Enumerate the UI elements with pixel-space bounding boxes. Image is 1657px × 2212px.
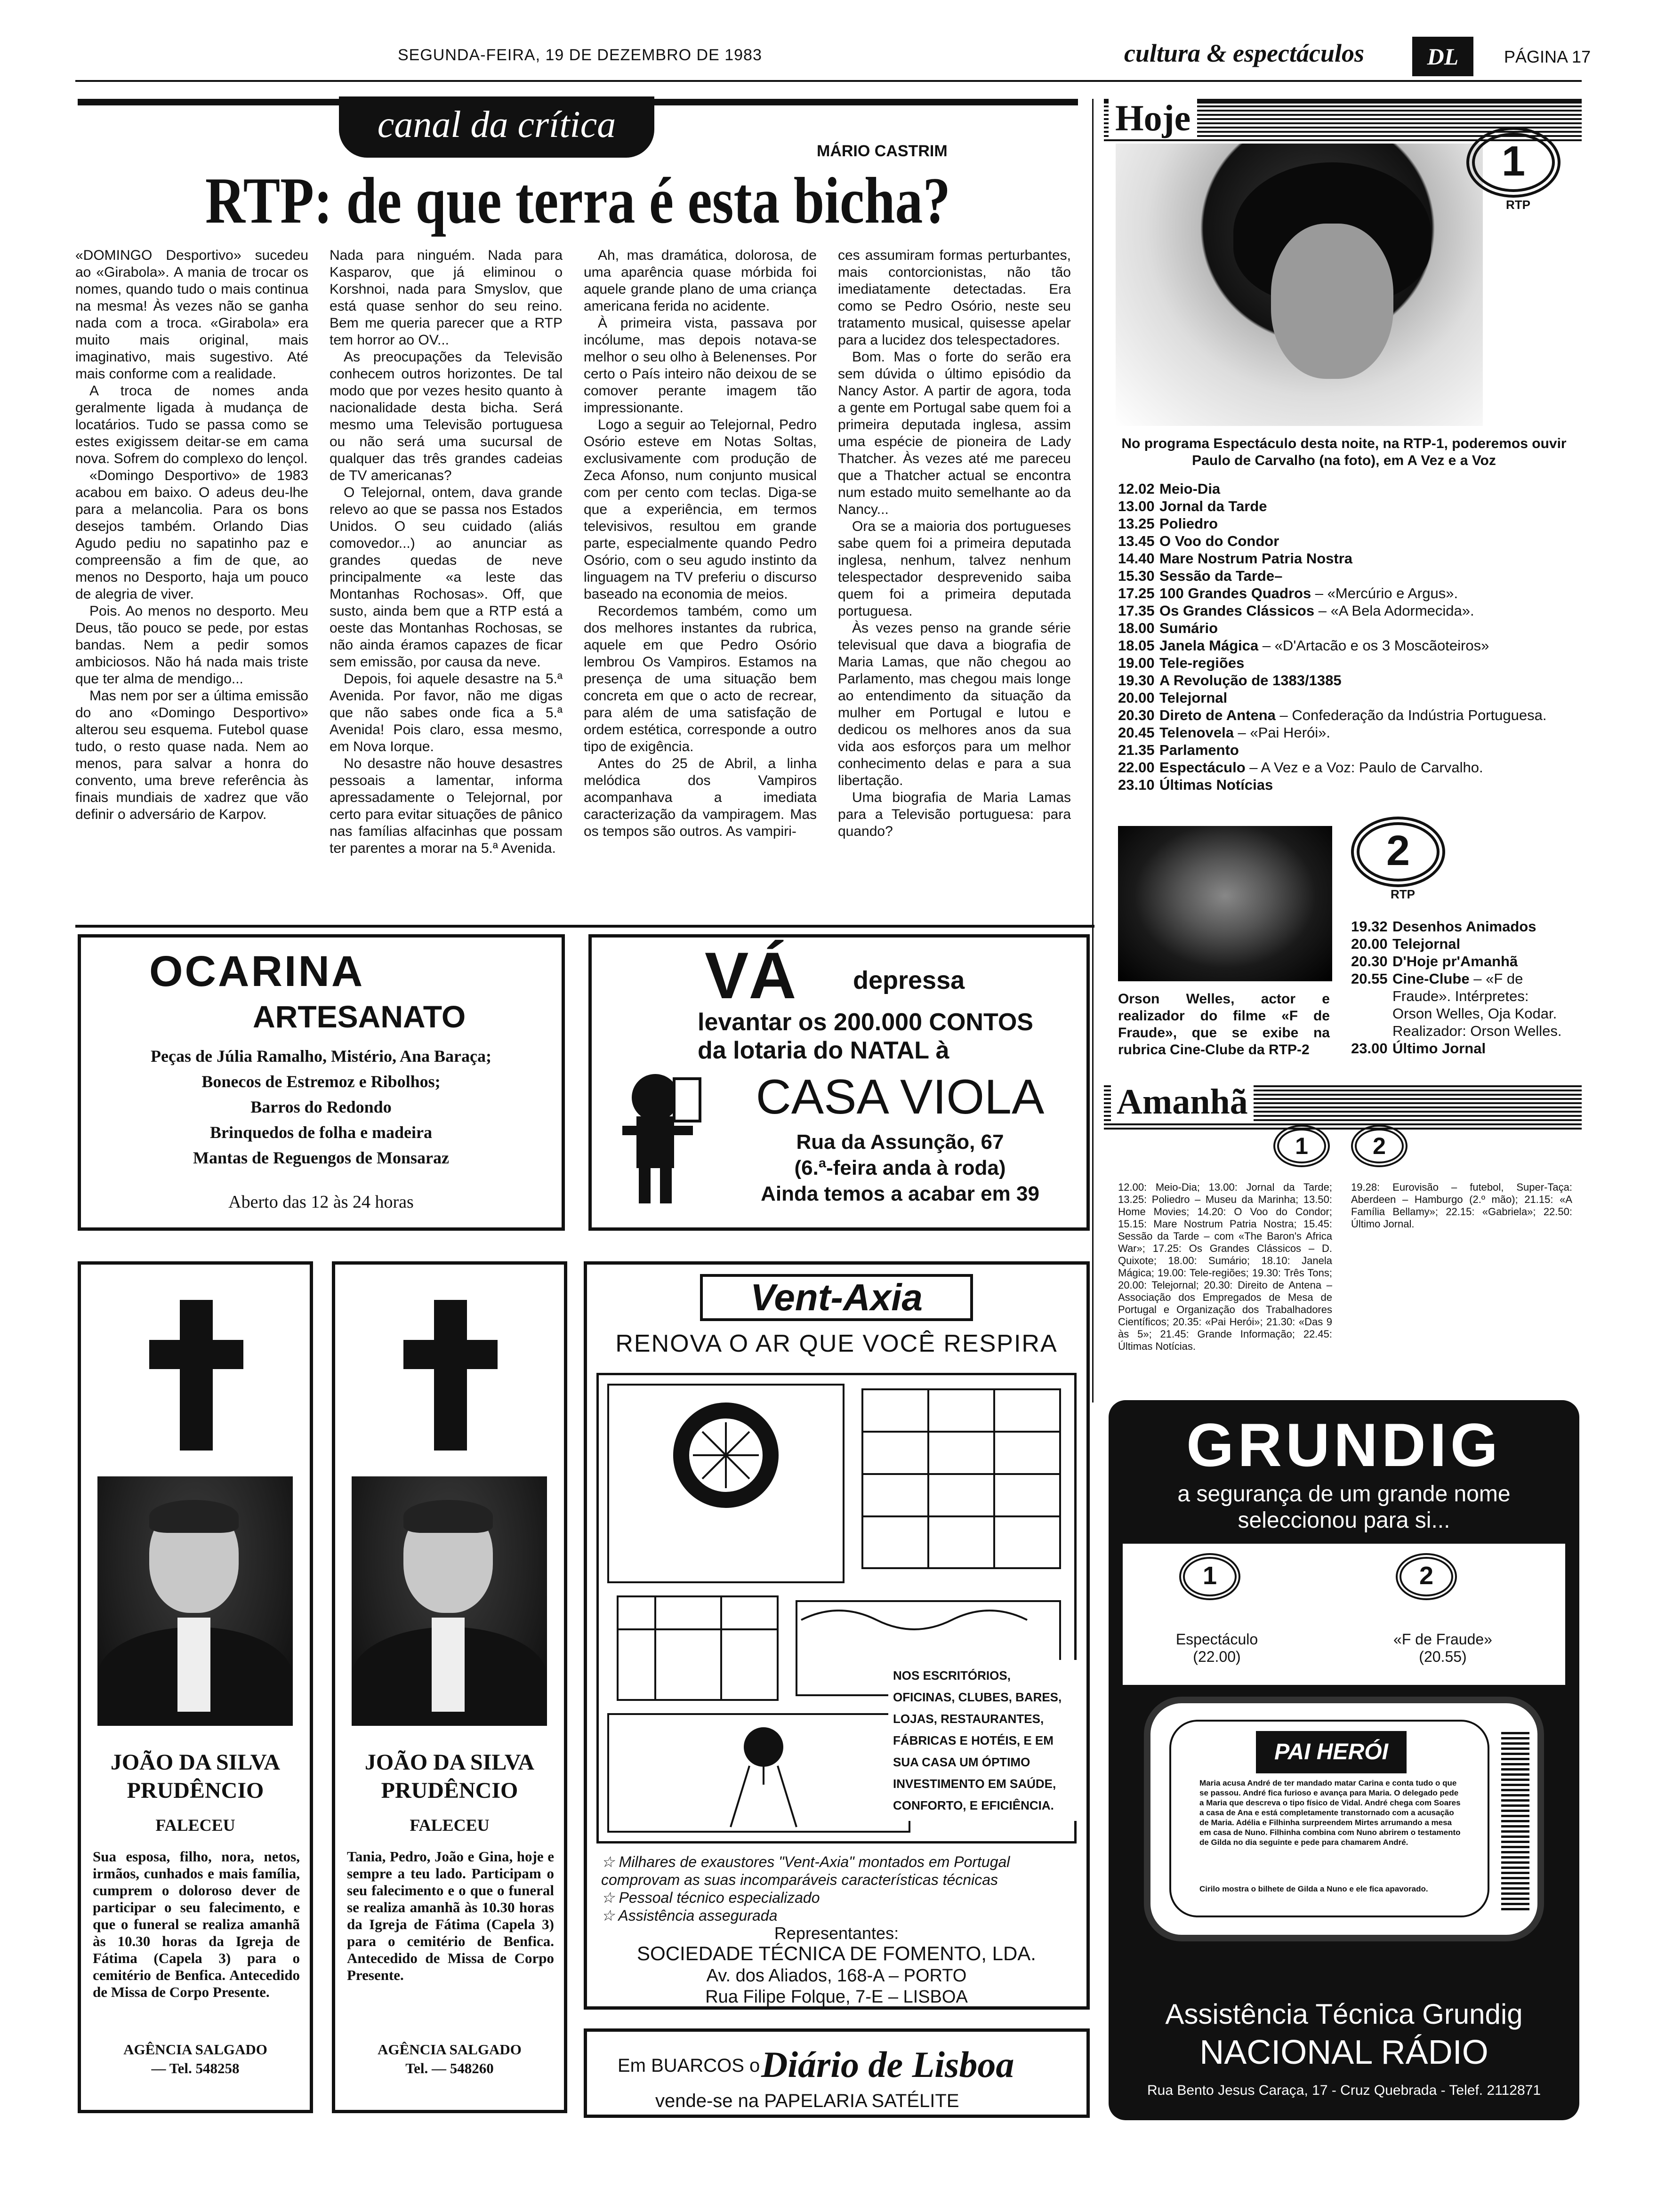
tv-synopsis: Maria acusa André de ter mandado matar Carina e conta tudo o que se passou. André fica furioso e avança para Maria. O delegado pede a Maria que descreva o tipo físico de Vidal. André chega com Soares a casa de Ana e está completamente transtornado com a acusação de Maria. Adélia e Filhinha surpreendem Mirtes arrumando a mesa em casa de Nuno. Filhinha combina com Nuno abrirem o testamento de Gilda no dia seguinte e pede para chamarem André.: [1199, 1779, 1461, 1847]
schedule-row: 20.30 Direto de Antena – Confederação da Indústria Portuguesa.: [1118, 707, 1547, 723]
cross-icon: [434, 1300, 467, 1451]
grundig-assist: Assistência Técnica Grundig: [1165, 1998, 1523, 2030]
paragraph: Antes do 25 de Abril, a linha melódica dos Vampiros acompanhava a imediata caracterização da vampiragem. Mas os tempos são outros. As vampiri-: [584, 756, 817, 839]
paragraph: As preocupações da Televisão conhecem outros horizontes. De tal modo que por vezes hesito quanto à nacionalidade desta bicha. Será mesmo uma Televisão portuguesa ou não será uma sucursal de qualquer das três grandes cadeias de TV americanas?: [330, 349, 563, 483]
ocarina-item: Bonecos de Estremoz e Ribolhos;: [201, 1072, 441, 1091]
diario-pre: Em BUARCOS o: [618, 2055, 760, 2076]
grundig-rtp2-logo: 2: [1396, 1553, 1457, 1600]
diario-post: vende-se na PAPELARIA SATÉLITE: [655, 2091, 959, 2111]
article-col-2: [330, 247, 563, 857]
schedule-row: 21.35 Parlamento: [1118, 742, 1239, 758]
schedule-row: 20.00 Telejornal: [1118, 689, 1228, 706]
rtp1-schedule: [1118, 480, 1570, 793]
paragraph: À primeira vista, passava por incólume, mas depois notava-se melhor o seu olho à Belenenses. Por certo o País inteiro não deixou de se comover perante imagem tão impressionante.: [584, 315, 817, 416]
ocarina-list: [90, 1043, 552, 1170]
grundig-c2-time: (20.55): [1419, 1648, 1467, 1665]
viola-note: (6.ª-feira anda à roda): [794, 1156, 1006, 1179]
column-divider: [1092, 99, 1094, 1403]
vent-axia-bullets: [601, 1853, 1081, 1924]
hoje-title: Hoje: [1109, 97, 1197, 139]
dl-logo: DL: [1412, 37, 1473, 76]
schedule-row: 13.00 Jornal da Tarde: [1118, 498, 1267, 514]
section-rule: [75, 925, 1094, 928]
tv-set: [1144, 1697, 1544, 1941]
ocarina-hours: Aberto das 12 às 24 horas: [228, 1192, 414, 1212]
ocarina-item: Barros do Redondo: [250, 1098, 392, 1116]
schedule-row: 13.25 Poliedro: [1118, 515, 1218, 532]
photo-face: [1271, 224, 1393, 379]
grundig-c2-label: «F de Fraude»: [1393, 1631, 1492, 1648]
schedule-row: 18.00 Sumário: [1118, 620, 1218, 636]
paragraph: Pois. Ao menos no desporto. Meu Deus, tão pouco se pede, por estas bandas. Nem a pedir somos ambiciosos. Não há nada mais triste que ter alma de mendigo...: [75, 603, 308, 687]
photo-hair: [149, 1500, 239, 1533]
grundig-ad: [1109, 1400, 1579, 2120]
paragraph: «DOMINGO Desportivo» sucedeu ao «Girabola». A mania de trocar os nomes, quando tudo o mais continua na mesma! Às vezes não se ganha nada com a troca. «Girabola» era muito mais original, mais imaginativo, mais sugestivo. Até mais conforme com a realidade.: [75, 248, 308, 382]
schedule-row: 22.00 Espectáculo – A Vez e a Voz: Paulo de Carvalho.: [1118, 759, 1483, 776]
tv-screen: [1169, 1720, 1489, 1917]
paragraph: Bom. Mas o forte do serão era sem dúvida o último episódio da Nancy Astor. A partir de agora, toda a gente em Portugal sabe quem foi a primeira deputada inglesa, assim uma espécie de pioneira de Lady Thatcher. Às vezes até me pareceu que a Thatcher actual se encontra num estado muito semelhante ao da Nancy...: [838, 349, 1071, 517]
ocarina-subtitle: ARTESANATO: [253, 999, 466, 1034]
obituary-agency: AGÊNCIA SALGADO: [378, 2041, 522, 2058]
article-col-1: [75, 247, 308, 823]
article-headline: RTP: de que terra é esta bicha?: [205, 164, 951, 237]
rtp2-schedule: [1351, 918, 1572, 1057]
rtp1-logo: 1 RTP: [1466, 127, 1570, 212]
schedule-row: 18.05 Janela Mágica – «D'Artacão e os 3 Moscãoteiros»: [1118, 637, 1489, 654]
photo-shirt: [177, 1618, 210, 1712]
header-date: SEGUNDA-FEIRA, 19 DE DEZEMBRO DE 1983: [398, 46, 762, 64]
obituary-name-1: JOÃO DA SILVA: [110, 1750, 281, 1775]
vent-axia-ad: [584, 1261, 1090, 2010]
cross-icon: [180, 1300, 213, 1451]
amanha-rtp2-logo: 2: [1351, 1125, 1408, 1167]
obituary-name-2: PRUDÊNCIO: [381, 1778, 518, 1803]
obituary-faleceu: FALECEU: [155, 1816, 235, 1835]
grundig-rtp1-logo: 1: [1179, 1553, 1240, 1600]
paragraph: No desastre não houve desastres pessoais a lamentar, informa apressadamente o Telejornal, por certo para evitar situações de pânico nas famílias alfacinhas que possam ter parentes a morar na 5.ª Avenida.: [330, 756, 563, 856]
schedule-row: 12.02 Meio-Dia: [1118, 481, 1221, 497]
vent-axia-brand: Vent-Axia: [700, 1274, 973, 1321]
schedule-row: 19.30 A Revolução de 1383/1385: [1118, 672, 1342, 689]
paragraph: Às vezes penso na grande série televisual que dava a biografia de Maria Lamas, que não chegou ao Parlamento, mas chegou mais longe ao entendimento da situação da mulher em Portugal e lutou e dedicou os melhores anos da sua vida aos esforços para um melhor conhecimento delas e para a sua libertação.: [838, 620, 1071, 788]
grundig-tagline-2: seleccionou para si...: [1238, 1508, 1450, 1533]
obituary-text: Tania, Pedro, João e Gina, hoje e sempre a teu lado. Participam o seu falecimento e o que o funeral se realiza amanhã às 10.30 horas da Igreja de Fátima (Capela 3) para o cemitério de Benfica. Antecedido de Missa de Corpo Presente.: [347, 1848, 554, 1983]
obituary-photo: [97, 1476, 293, 1726]
obituary-tel: Tel. — 548260: [405, 2060, 494, 2076]
cross-bar: [403, 1340, 498, 1369]
photo-hair: [403, 1500, 493, 1533]
obituary-2: [332, 1261, 567, 2113]
viola-line-1: levantar os 200.000 CONTOS: [698, 1009, 1033, 1036]
viola-line-2: da lotaria do NATAL à: [698, 1037, 949, 1064]
paragraph: Depois, foi aquele desastre na 5.ª Avenida. Por favor, não me digas que não sabes onde fica a 5.ª Avenida! Pois claro, essa mesmo, em Nova Iorque.: [330, 671, 563, 754]
grundig-c1-label: Espectáculo: [1175, 1631, 1258, 1648]
obituary-faleceu: FALECEU: [410, 1816, 490, 1835]
schedule-row: 20.30 D'Hoje pr'Amanhã: [1351, 953, 1518, 970]
ocarina-item: Mantas de Reguengos de Monsaraz: [193, 1148, 449, 1167]
obituary-name-2: PRUDÊNCIO: [127, 1778, 264, 1803]
tv-synopsis-2: Cirilo mostra o bilhete de Gilda a Nuno e ele fica apavorado.: [1199, 1884, 1428, 1893]
schedule-row: 19.32 Desenhos Animados: [1351, 918, 1536, 935]
vent-axia-bullet: ☆ Milhares de exaustores "Vent-Axia" montados em Portugal comprovam as suas incomparáveis características técnicas: [601, 1853, 1010, 1888]
vent-axia-bullet: ☆ Assistência assegurada: [601, 1907, 778, 1924]
viola-depressa: depressa: [853, 966, 965, 994]
schedule-row: 20.55 Cine-Clube – «F de Fraude». Intérpretes: Orson Welles, Oja Kodar. Realizador: Orson Welles.: [1351, 970, 1562, 1039]
vent-axia-rep: Representantes:: [774, 1923, 899, 1943]
grundig-tagline-1: a segurança de um grande nome: [1177, 1482, 1511, 1507]
viola-address: Rua da Assunção, 67: [796, 1130, 1004, 1154]
ocarina-item: Brinquedos de folha e madeira: [209, 1123, 433, 1142]
page-number: PÁGINA 17: [1504, 47, 1591, 66]
paragraph: Recordemos também, como um dos melhores instantes da rubrica, aquele em que Pedro Osório lembrou Os Vampiros. Estamos na presença de uma situação bem concreta em que o acto de recrear, para além de uma satisfação de ordem estética, corresponde a outro tipo de exigência.: [584, 603, 817, 754]
paragraph: ces assumiram formas perturbantes, mais contorcionistas, não tão imediatamente detectadas. Era como se Pedro Osório, neste seu tratamento musical, quisesse apelar para a lucidez dos telespectadores.: [838, 248, 1071, 348]
paragraph: Uma biografia de Maria Lamas para a Televisão portuguesa: para quando?: [838, 790, 1071, 839]
paulo-carvalho-photo: [1116, 144, 1483, 426]
paragraph: Ah, mas dramática, dolorosa, de uma aparência quase mórbida foi aquele grande plano de uma criança americana ferida no acidente.: [584, 248, 817, 314]
article-col-3: [584, 247, 817, 840]
hoje-caption: No programa Espectáculo desta noite, na RTP-1, poderemos ouvir Paulo de Carvalho (na foto), em A Vez e a Voz: [1121, 436, 1567, 468]
viola-name: CASA VIOLA: [756, 1070, 1045, 1124]
paragraph: O Telejornal, ontem, dava grande relevo ao que se passa nos Estados Unidos. O seu cuidado (aliás comovedor...) ao anunciar as grandes quedas de neve principalmente «a leste das Montanhas Rochosas». Off, que susto, ainda bem que a RTP está a oeste das Montanhas Rochosas, se não ainda éramos capazes de ficar sem emissão, por causa da neve.: [330, 485, 563, 670]
rtp2-logo: 2 RTP: [1351, 817, 1455, 901]
viola-mascot: [603, 1065, 707, 1206]
orson-welles-photo: [1118, 826, 1332, 981]
amanha-rtp2: 19.28: Eurovisão – futebol, Super-Taça: Aberdeen – Hamburgo (2.º mão); 21.15: «A Família Bellamy»; 22.15: «Gabriela»; 22.50: Último Jornal.: [1351, 1181, 1572, 1230]
header-rule: [75, 80, 1582, 82]
amanha-title: Amanhã: [1111, 1082, 1254, 1122]
paragraph: Nada para ninguém. Nada para Kasparov, que já eliminou o Korshnoi, nada para Smyslov, que está quase senhor do seu reino. Bem me queria parecer que a RTP tem horror ao OV...: [330, 248, 563, 348]
vent-axia-address-1: Av. dos Aliados, 168-A – PORTO: [706, 1966, 967, 1986]
tv-speaker: [1501, 1731, 1529, 1910]
amanha-rtp1-logo: 1: [1273, 1125, 1330, 1167]
obituary-tel: — Tel. 548258: [151, 2060, 240, 2076]
vent-axia-address-2: Rua Filipe Folque, 7-E – LISBOA: [705, 1987, 968, 2007]
amanha-rtp1: 12.00: Meio-Dia; 13.00: Jornal da Tarde; 13.25: Poliedro – Museu da Marinha; 13.50: Home Movies; 14.20: O Voo do Condor; 15.15: Mare Nostrum Patria Nostra; 15.45: Sessão da Tarde – com «The Baron's Africa War»; 17.25: Os Grandes Clássicos – D. Quixote; 18.00: Sumário; 18.10: Janela Mágica; 19.00: Tele-regiões; 19.30: Três Tons; 20.00: Telejornal; 20.30: Direito de Antena – Associação dos Empregados de Mesa de Portugal e Organização dos Trabalhadores Científicos; 20.35: «Pai Herói»; 21.30: «Das 9 às 5»; 21.45: Grande Informação; 22.45: Últimas Notícias.: [1118, 1181, 1332, 1352]
obituary-agency: AGÊNCIA SALGADO: [123, 2041, 267, 2058]
paragraph: «Domingo Desportivo» de 1983 acabou em baixo. O adeus deu-lhe para a melancolia. Para os bons desejos também. Orlando Dias Agudo pediu no sapatinho paz e compreensão a fim de que, ao menos no Desporto, haja um pouco de alegria de viver.: [75, 468, 308, 602]
rtp2-caption: Orson Welles, actor e realizador do filme «F de Fraude», que se exibe na rubrica Cine-Clube da RTP-2: [1118, 991, 1330, 1058]
photo-shirt: [432, 1618, 465, 1712]
paragraph: Mas nem por ser a última emissão do ano «Domingo Desportivo» alterou seu esquema. Futebol quase tudo, o resto quase nada. Nem ao menos, para salvar a honra do convento, uma breve referência às finais mundiais de xadrez que vão definir o adversário de Karpov.: [75, 688, 308, 822]
viola-last: Ainda temos a acabar em 39: [761, 1182, 1039, 1205]
ocarina-item: Peças de Júlia Ramalho, Mistério, Ana Baraça;: [151, 1047, 491, 1066]
schedule-row: 19.00 Tele-regiões: [1118, 655, 1245, 671]
obituary-text: Sua esposa, filho, nora, netos, irmãos, cunhados e mais família, cumprem o doloroso dever de participar o seu falecimento, e que o funeral se realiza amanhã às 10.30 horas da Igreja de Fátima (Capela 3) para o cemitério de Benfica. Antecedido de Missa de Corpo Presente.: [93, 1848, 300, 2000]
paragraph: Logo a seguir ao Telejornal, Pedro Osório esteve em Notas Soltas, exclusivamente com produção de Zeca Afonso, num conjunto musical com per cento com teclas. Diga-se que a experiência, em termos televisivos, resultou em grande parte, especialmente quando Pedro Osório, com o seu agudo instinto da linguagem na TV preferiu o discurso baseado na economia de meios.: [584, 417, 817, 602]
grundig-shop: NACIONAL RÁDIO: [1199, 2034, 1488, 2071]
schedule-row: 17.35 Os Grandes Clássicos – «A Bela Adormecida».: [1118, 602, 1474, 619]
grundig-panel: [1123, 1544, 1565, 1685]
paragraph: A troca de nomes anda geralmente ligada à mudança de locatários. Tudo se passa como se estes exigissem deitar-se em cama nova. Sofrem do complexo do lençol.: [75, 383, 308, 466]
schedule-row: 23.10 Últimas Notícias: [1118, 777, 1273, 793]
article-col-4: [838, 247, 1071, 840]
obituary-photo: [352, 1476, 547, 1726]
schedule-row: 15.30 Sessão da Tarde–: [1118, 568, 1283, 584]
vent-axia-company: SOCIEDADE TÉCNICA DE FOMENTO, LDA.: [637, 1942, 1036, 1964]
viola-va: VÁ: [705, 938, 796, 1012]
schedule-row: 20.00 Telejornal: [1351, 936, 1461, 952]
star-icon: ☆: [601, 1889, 619, 1906]
grundig-address: Rua Bento Jesus Caraça, 17 - Cruz Quebrada - Telef. 2112871: [1147, 2083, 1541, 2098]
column-tag: canal da crítica: [339, 96, 654, 158]
column-author: MÁRIO CASTRIM: [817, 142, 948, 160]
obituary-1: [78, 1261, 313, 2113]
diario-lisboa-ad: [584, 2028, 1090, 2118]
cross-bar: [149, 1340, 243, 1369]
ocarina-ad: [78, 934, 565, 1231]
grundig-c1-time: (22.00): [1193, 1648, 1241, 1665]
obituary-name-1: JOÃO DA SILVA: [364, 1750, 535, 1775]
schedule-row: 14.40 Mare Nostrum Patria Nostra: [1118, 550, 1353, 567]
schedule-row: 17.25 100 Grandes Quadros – «Mercúrio e Argus».: [1118, 585, 1458, 601]
schedule-row: 20.45 Telenovela – «Pai Herói».: [1118, 724, 1330, 741]
casa-viola-ad: [588, 934, 1090, 1231]
pai-heroi-logo: PAI HERÓI: [1256, 1731, 1407, 1773]
star-icon: ☆: [601, 1907, 619, 1924]
vent-axia-slogan: RENOVA O AR QUE VOCÊ RESPIRA: [615, 1330, 1058, 1357]
grundig-brand: GRUNDIG: [1186, 1411, 1502, 1479]
header-section: cultura & espectáculos: [1124, 39, 1364, 67]
schedule-row: 13.45 O Voo do Condor: [1118, 533, 1279, 549]
star-icon: ☆: [601, 1853, 619, 1870]
vent-axia-side-text: NOS ESCRITÓRIOS, OFICINAS, CLUBES, BARES, LOJAS, RESTAURANTES, FÁBRICAS E HOTÉIS, E EM SUA CASA UM ÓPTIMO INVESTIMENTO EM SAÚDE, CONFORTO, E EFICIÊNCIA.: [888, 1660, 1077, 1821]
schedule-row: 23.00 Último Jornal: [1351, 1040, 1486, 1057]
paragraph: Ora se a maioria dos portugueses sabe quem foi a primeira deputada inglesa, nenhum, talvez nenhum telespectador desprevenido saiba quem foi a primeira deputada portuguesa.: [838, 519, 1071, 619]
diario-logo: Diário de Lisboa: [761, 2044, 1014, 2085]
ocarina-title: OCARINA: [149, 947, 365, 995]
vent-axia-bullet: ☆ Pessoal técnico especializado: [601, 1889, 820, 1906]
